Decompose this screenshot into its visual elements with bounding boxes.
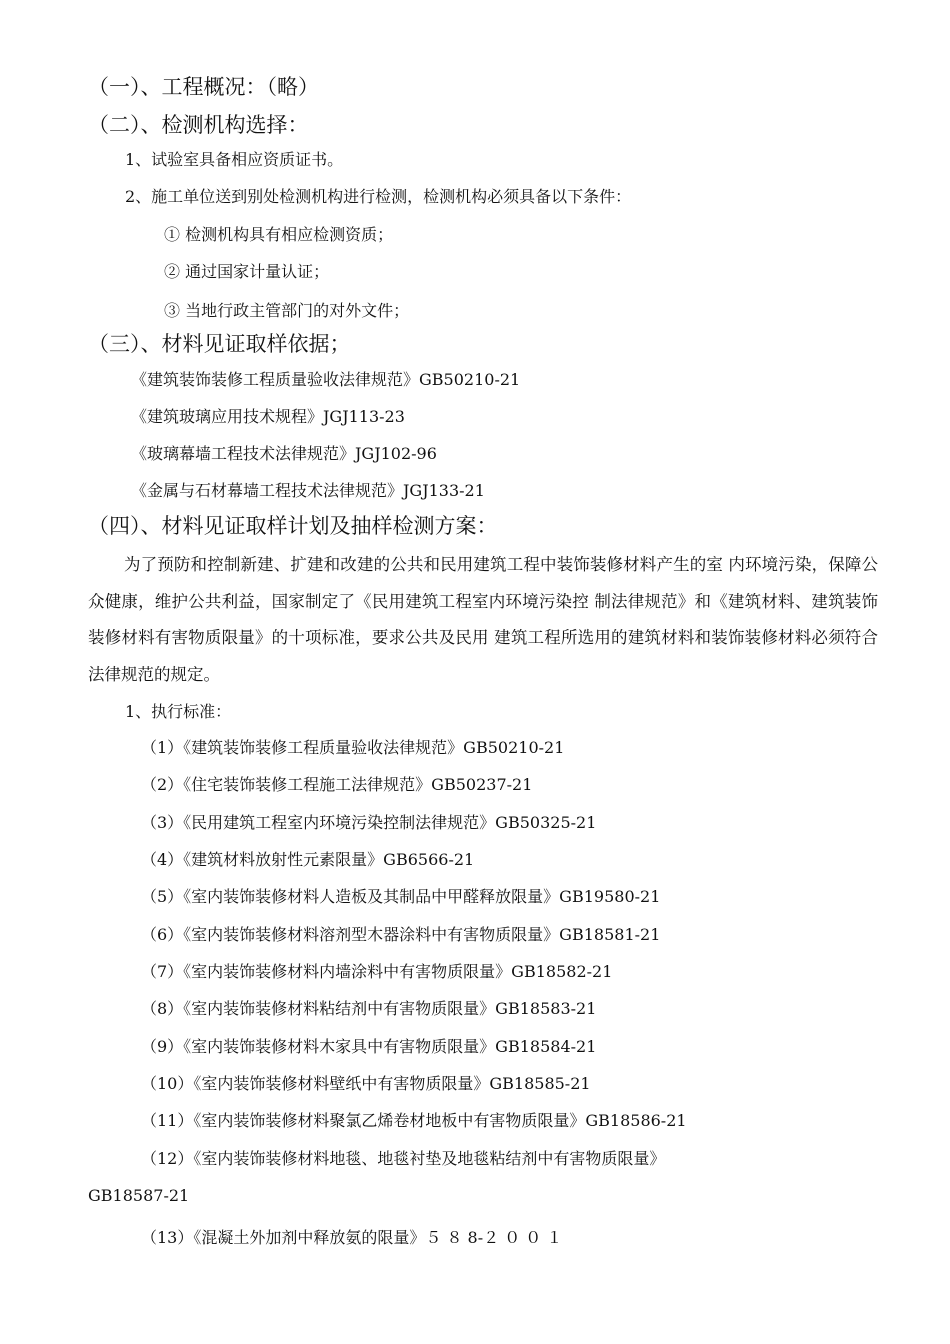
standard-item-code: GB18587-21 [88,1186,190,1205]
section-heading-2: （二）、检测机构选择： [88,113,309,137]
reference-item: 《玻璃幕墙工程技术法律规范》JGJ102-96 [131,444,437,463]
standard-item: （4）《建筑材料放射性元素限量》GB6566-21 [141,850,475,869]
condition-item: ① 检测机构具有相应检测资质； [164,225,394,244]
reference-item: 《金属与石材幕墙工程技术法律规范》JGJ133-21 [131,481,485,500]
reference-item: 《建筑玻璃应用技术规程》JGJ113-23 [131,407,405,426]
section-heading-4: （四）、材料见证取样计划及抽样检测方案： [88,514,498,538]
standard-item: （1）《建筑装饰装修工程质量验收法律规范》GB50210-21 [141,738,565,757]
section2-item-2: 2、施工单位送到别处检测机构进行检测，检测机构必须具备以下条件： [125,187,632,206]
section-heading-1: （一）、工程概况：（略） [88,75,319,99]
standard-item: （10）《室内装饰装修材料壁纸中有害物质限量》GB18585-21 [141,1074,591,1093]
standard-item: （6）《室内装饰装修材料溶剂型木器涂料中有害物质限量》GB18581-21 [141,925,661,944]
standard-item: （5）《室内装饰装修材料人造板及其制品中甲醛释放限量》GB19580-21 [141,887,661,906]
standard-item: （12）《室内装饰装修材料地毯、地毯衬垫及地毯粘结剂中有害物质限量》 [141,1149,666,1168]
section4-paragraph: 为了预防和控制新建、扩建和改建的公共和民用建筑工程中装饰装修材料产生的室 内环境污染，保障公众健康，维护公共利益，国家制定了《民用建筑工程室内环境污染控 制法律规范》和《建筑材料、建筑装饰装修材料有害物质限量》的十项标准，要求公共及民用 建筑工程所选用的建筑材料和装饰装修材料必须符合法律规范的规定。 [88,555,878,684]
section-heading-3: （三）、材料见证取样依据； [88,332,351,356]
standard-item: （7）《室内装饰装修材料内墙涂料中有害物质限量》GB18582-21 [141,962,613,981]
standard-item: （8）《室内装饰装修材料粘结剂中有害物质限量》GB18583-21 [141,999,597,1018]
standard-item: （11）《室内装饰装修材料聚氯乙烯卷材地板中有害物质限量》GB18586-21 [141,1111,687,1130]
section2-item-1: 1、试验室具备相应资质证书。 [125,150,344,169]
standard-item: （2）《住宅装饰装修工程施工法律规范》GB50237-21 [141,775,533,794]
standard-item: （9）《室内装饰装修材料木家具中有害物质限量》GB18584-21 [141,1037,597,1056]
condition-item: ② 通过国家计量认证； [164,262,330,281]
section4-subheading: 1、执行标准： [125,702,232,721]
reference-item: 《建筑装饰装修工程质量验收法律规范》GB50210-21 [131,370,521,389]
condition-item: ③ 当地行政主管部门的对外文件； [164,301,410,320]
standard-item: （13）《混凝土外加剂中释放氨的限量》５ ８ 8-２ ０ ０ １ [141,1228,563,1247]
standard-item: （3）《民用建筑工程室内环境污染控制法律规范》GB50325-21 [141,813,597,832]
